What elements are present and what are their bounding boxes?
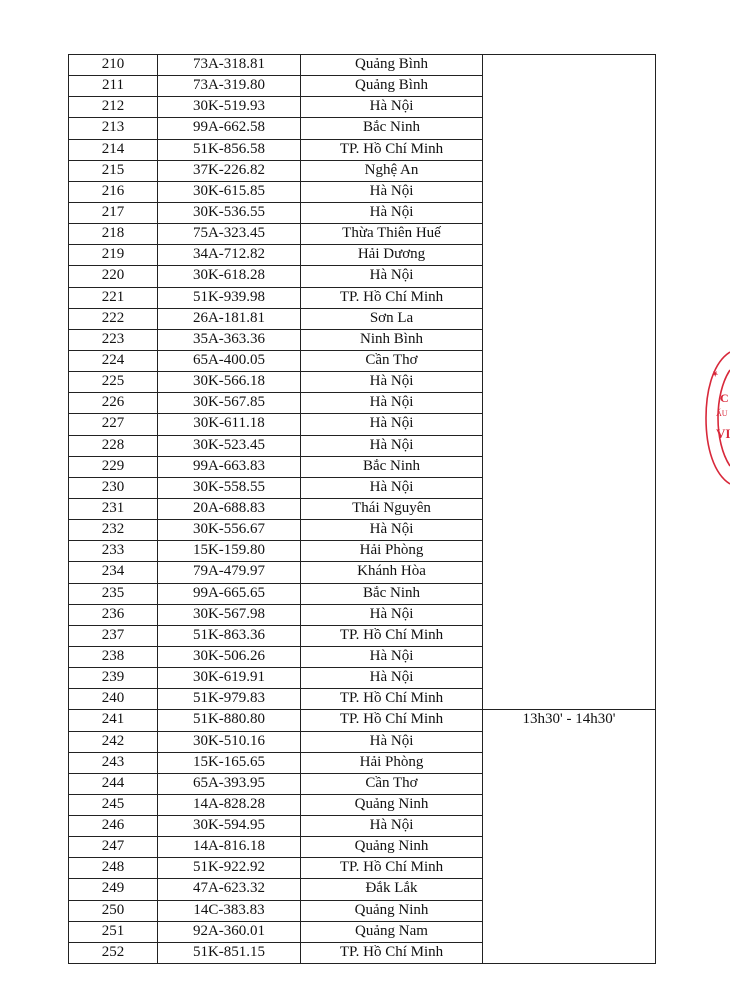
province-name: Sơn La: [301, 308, 483, 329]
province-name: Hà Nội: [301, 266, 483, 287]
row-number: 252: [69, 942, 158, 963]
province-name: Cần Thơ: [301, 773, 483, 794]
plate-number: 51K-922.92: [158, 858, 301, 879]
province-name: TP. Hồ Chí Minh: [301, 689, 483, 710]
row-number: 232: [69, 520, 158, 541]
row-number: 225: [69, 372, 158, 393]
row-number: 210: [69, 55, 158, 76]
seal-text-4: ★: [709, 368, 721, 380]
province-name: TP. Hồ Chí Minh: [301, 139, 483, 160]
plate-number: 30K-536.55: [158, 202, 301, 223]
plate-number: 30K-567.85: [158, 393, 301, 414]
table-body: [69, 55, 656, 964]
row-number: 249: [69, 879, 158, 900]
row-number: 238: [69, 646, 158, 667]
table-row: [69, 710, 656, 731]
plate-number: 30K-618.28: [158, 266, 301, 287]
province-name: TP. Hồ Chí Minh: [301, 942, 483, 963]
plate-number: 30K-510.16: [158, 731, 301, 752]
red-seal-stamp: [700, 348, 730, 488]
row-number: 231: [69, 498, 158, 519]
seal-text-3: VI: [716, 426, 730, 441]
province-name: Thái Nguyên: [301, 498, 483, 519]
province-name: Quảng Ninh: [301, 837, 483, 858]
seal-inner-ring: [718, 370, 730, 466]
province-name: Đắk Lắk: [301, 879, 483, 900]
row-number: 221: [69, 287, 158, 308]
seal-text-1: C: [720, 391, 729, 405]
province-name: Quảng Bình: [301, 76, 483, 97]
row-number: 240: [69, 689, 158, 710]
province-name: Quảng Ninh: [301, 794, 483, 815]
time-slot: [483, 55, 656, 710]
row-number: 244: [69, 773, 158, 794]
row-number: 223: [69, 329, 158, 350]
province-name: Hải Phòng: [301, 541, 483, 562]
plate-schedule-table: [68, 54, 656, 964]
row-number: 236: [69, 604, 158, 625]
row-number: 217: [69, 202, 158, 223]
plate-number: 34A-712.82: [158, 245, 301, 266]
province-name: Quảng Nam: [301, 921, 483, 942]
time-slot: 13h30' - 14h30': [483, 710, 656, 964]
province-name: Nghệ An: [301, 160, 483, 181]
plate-number: 14A-828.28: [158, 794, 301, 815]
province-name: Hà Nội: [301, 604, 483, 625]
plate-number: 51K-880.80: [158, 710, 301, 731]
row-number: 251: [69, 921, 158, 942]
plate-number: 73A-319.80: [158, 76, 301, 97]
province-name: Hà Nội: [301, 393, 483, 414]
row-number: 218: [69, 224, 158, 245]
plate-number: 15K-165.65: [158, 752, 301, 773]
row-number: 220: [69, 266, 158, 287]
row-number: 215: [69, 160, 158, 181]
row-number: 241: [69, 710, 158, 731]
plate-number: 47A-623.32: [158, 879, 301, 900]
plate-number: 51K-939.98: [158, 287, 301, 308]
province-name: TP. Hồ Chí Minh: [301, 625, 483, 646]
province-name: Quảng Ninh: [301, 900, 483, 921]
province-name: Quảng Bình: [301, 55, 483, 76]
province-name: Hà Nội: [301, 731, 483, 752]
seal-text-2: ẤU: [716, 409, 728, 418]
province-name: Hải Dương: [301, 245, 483, 266]
province-name: Hà Nội: [301, 816, 483, 837]
row-number: 247: [69, 837, 158, 858]
row-number: 237: [69, 625, 158, 646]
province-name: Hà Nội: [301, 97, 483, 118]
plate-number: 30K-567.98: [158, 604, 301, 625]
row-number: 216: [69, 181, 158, 202]
province-name: Cần Thơ: [301, 350, 483, 371]
plate-number: 37K-226.82: [158, 160, 301, 181]
plate-number: 99A-663.83: [158, 456, 301, 477]
plate-number: 30K-556.67: [158, 520, 301, 541]
row-number: 227: [69, 414, 158, 435]
plate-number: 30K-611.18: [158, 414, 301, 435]
plate-number: 51K-979.83: [158, 689, 301, 710]
row-number: 229: [69, 456, 158, 477]
province-name: Bắc Ninh: [301, 118, 483, 139]
plate-number: 15K-159.80: [158, 541, 301, 562]
row-number: 224: [69, 350, 158, 371]
row-number: 228: [69, 435, 158, 456]
plate-number: 30K-615.85: [158, 181, 301, 202]
plate-number: 75A-323.45: [158, 224, 301, 245]
plate-number: 30K-566.18: [158, 372, 301, 393]
row-number: 248: [69, 858, 158, 879]
plate-number: 14C-383.83: [158, 900, 301, 921]
row-number: 222: [69, 308, 158, 329]
plate-number: 35A-363.36: [158, 329, 301, 350]
plate-number: 92A-360.01: [158, 921, 301, 942]
plate-number: 26A-181.81: [158, 308, 301, 329]
province-name: Hà Nội: [301, 520, 483, 541]
plate-number: 65A-400.05: [158, 350, 301, 371]
plate-number: 65A-393.95: [158, 773, 301, 794]
row-number: 234: [69, 562, 158, 583]
province-name: Hà Nội: [301, 435, 483, 456]
province-name: Hà Nội: [301, 646, 483, 667]
province-name: Bắc Ninh: [301, 583, 483, 604]
province-name: TP. Hồ Chí Minh: [301, 287, 483, 308]
row-number: 250: [69, 900, 158, 921]
row-number: 245: [69, 794, 158, 815]
plate-number: 30K-519.93: [158, 97, 301, 118]
plate-number: 79A-479.97: [158, 562, 301, 583]
plate-number: 30K-619.91: [158, 668, 301, 689]
province-name: Hà Nội: [301, 372, 483, 393]
plate-number: 99A-665.65: [158, 583, 301, 604]
plate-number: 51K-851.15: [158, 942, 301, 963]
province-name: Hà Nội: [301, 414, 483, 435]
province-name: Khánh Hòa: [301, 562, 483, 583]
row-number: 233: [69, 541, 158, 562]
province-name: TP. Hồ Chí Minh: [301, 710, 483, 731]
plate-number: 51K-856.58: [158, 139, 301, 160]
plate-number: 30K-594.95: [158, 816, 301, 837]
row-number: 214: [69, 139, 158, 160]
plate-number: 14A-816.18: [158, 837, 301, 858]
row-number: 230: [69, 477, 158, 498]
province-name: TP. Hồ Chí Minh: [301, 858, 483, 879]
row-number: 211: [69, 76, 158, 97]
row-number: 219: [69, 245, 158, 266]
row-number: 213: [69, 118, 158, 139]
row-number: 242: [69, 731, 158, 752]
table-row: [69, 55, 656, 76]
province-name: Thừa Thiên Huế: [301, 224, 483, 245]
plate-number: 20A-688.83: [158, 498, 301, 519]
province-name: Ninh Bình: [301, 329, 483, 350]
row-number: 246: [69, 816, 158, 837]
province-name: Hà Nội: [301, 668, 483, 689]
province-name: Hà Nội: [301, 181, 483, 202]
row-number: 226: [69, 393, 158, 414]
plate-number: 30K-558.55: [158, 477, 301, 498]
plate-number: 99A-662.58: [158, 118, 301, 139]
province-name: Bắc Ninh: [301, 456, 483, 477]
province-name: Hà Nội: [301, 202, 483, 223]
row-number: 243: [69, 752, 158, 773]
province-name: Hà Nội: [301, 477, 483, 498]
row-number: 235: [69, 583, 158, 604]
plate-number: 30K-506.26: [158, 646, 301, 667]
plate-number: 73A-318.81: [158, 55, 301, 76]
province-name: Hải Phòng: [301, 752, 483, 773]
row-number: 239: [69, 668, 158, 689]
plate-number: 30K-523.45: [158, 435, 301, 456]
row-number: 212: [69, 97, 158, 118]
plate-number: 51K-863.36: [158, 625, 301, 646]
